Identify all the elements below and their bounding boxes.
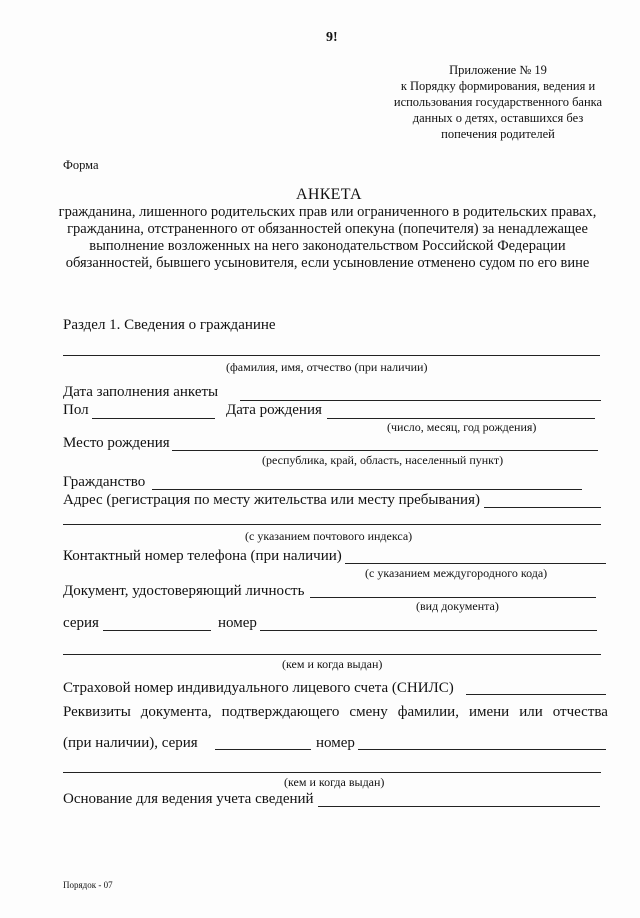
name-change-label bbox=[63, 704, 608, 721]
phone-hint: (с указанием междугородного кода) bbox=[365, 566, 548, 580]
birth-date-hint: (число, месяц, год рождения) bbox=[387, 420, 537, 434]
citizenship-line[interactable] bbox=[152, 489, 582, 490]
fill-date-line[interactable] bbox=[240, 400, 601, 401]
name-change-series-line[interactable] bbox=[215, 749, 311, 750]
birth-place-label: Место рождения bbox=[63, 435, 170, 451]
snils-label: Страховой номер индивидуального лицевого счета (СНИЛС) bbox=[63, 680, 454, 696]
birth-date-line[interactable] bbox=[327, 418, 595, 419]
address-line-1[interactable] bbox=[484, 507, 601, 508]
number-line[interactable] bbox=[260, 630, 597, 631]
form-label: Форма bbox=[63, 158, 99, 172]
name-change-word: фамилии, bbox=[397, 704, 459, 720]
series-label: серия bbox=[63, 615, 99, 631]
annex-title: Приложение № 19 bbox=[449, 63, 547, 77]
annex-block bbox=[393, 62, 603, 142]
name-change-word: смену bbox=[349, 704, 388, 720]
phone-line[interactable] bbox=[345, 563, 606, 564]
citizenship-label: Гражданство bbox=[63, 474, 146, 490]
name-change-issued-hint: (кем и когда выдан) bbox=[284, 775, 385, 789]
name-change-word: документа, bbox=[140, 704, 212, 720]
name-change-word: отчества bbox=[552, 704, 608, 720]
document-subtitle: гражданина, лишенного родительских прав или ограниченного в родительских правах, гражданина, отстраненного от обязанностей опекуна (попечителя) за ненадлежащее выполнение возложенных на него законодательством Российской Федерации обязанностей, бывшего усыновителя, если усыновление отменено судом по его вине bbox=[58, 204, 597, 271]
birth-place-line[interactable] bbox=[172, 450, 598, 451]
annex-text: к Порядку формирования, ведения и использования государственного банка данных о детях, оставшихся без попечения родителей bbox=[393, 79, 603, 141]
name-change-word: подтверждающего bbox=[221, 704, 340, 720]
footer-note: Порядок - 07 bbox=[63, 880, 113, 890]
issued-hint: (кем и когда выдан) bbox=[282, 657, 383, 671]
phone-label: Контактный номер телефона (при наличии) bbox=[63, 548, 342, 564]
basis-label: Основание для ведения учета сведений bbox=[63, 791, 314, 807]
id-document-label: Документ, удостоверяющий личность bbox=[63, 583, 305, 599]
basis-line[interactable] bbox=[318, 806, 600, 807]
page-number: 9! bbox=[326, 30, 338, 45]
sex-label: Пол bbox=[63, 402, 89, 418]
name-change-word: или bbox=[519, 704, 543, 720]
birth-place-hint: (республика, край, область, населенный пункт) bbox=[262, 453, 504, 467]
fill-date-label: Дата заполнения анкеты bbox=[63, 384, 219, 400]
fio-hint: (фамилия, имя, отчество (при наличии) bbox=[226, 360, 428, 374]
snils-line[interactable] bbox=[466, 694, 606, 695]
id-document-hint: (вид документа) bbox=[416, 599, 499, 613]
id-document-line[interactable] bbox=[310, 597, 596, 598]
name-change-series-label: (при наличии), серия bbox=[63, 735, 198, 751]
address-line-2[interactable] bbox=[63, 524, 601, 525]
issued-line[interactable] bbox=[63, 654, 601, 655]
name-change-number-label: номер bbox=[316, 735, 355, 751]
name-change-word: имени bbox=[468, 704, 510, 720]
fio-line[interactable] bbox=[63, 355, 600, 356]
name-change-issued-line[interactable] bbox=[63, 772, 601, 773]
birth-date-label: Дата рождения bbox=[226, 402, 322, 418]
address-label: Адрес (регистрация по месту жительства или месту пребывания) bbox=[63, 492, 480, 508]
section-title: Раздел 1. Сведения о гражданине bbox=[63, 317, 276, 333]
name-change-number-line[interactable] bbox=[358, 749, 606, 750]
document-title: АНКЕТА bbox=[296, 186, 362, 203]
series-line[interactable] bbox=[103, 630, 211, 631]
address-hint: (с указанием почтового индекса) bbox=[245, 529, 413, 543]
sex-line[interactable] bbox=[92, 418, 215, 419]
name-change-word: Реквизиты bbox=[63, 704, 131, 720]
number-label: номер bbox=[218, 615, 257, 631]
